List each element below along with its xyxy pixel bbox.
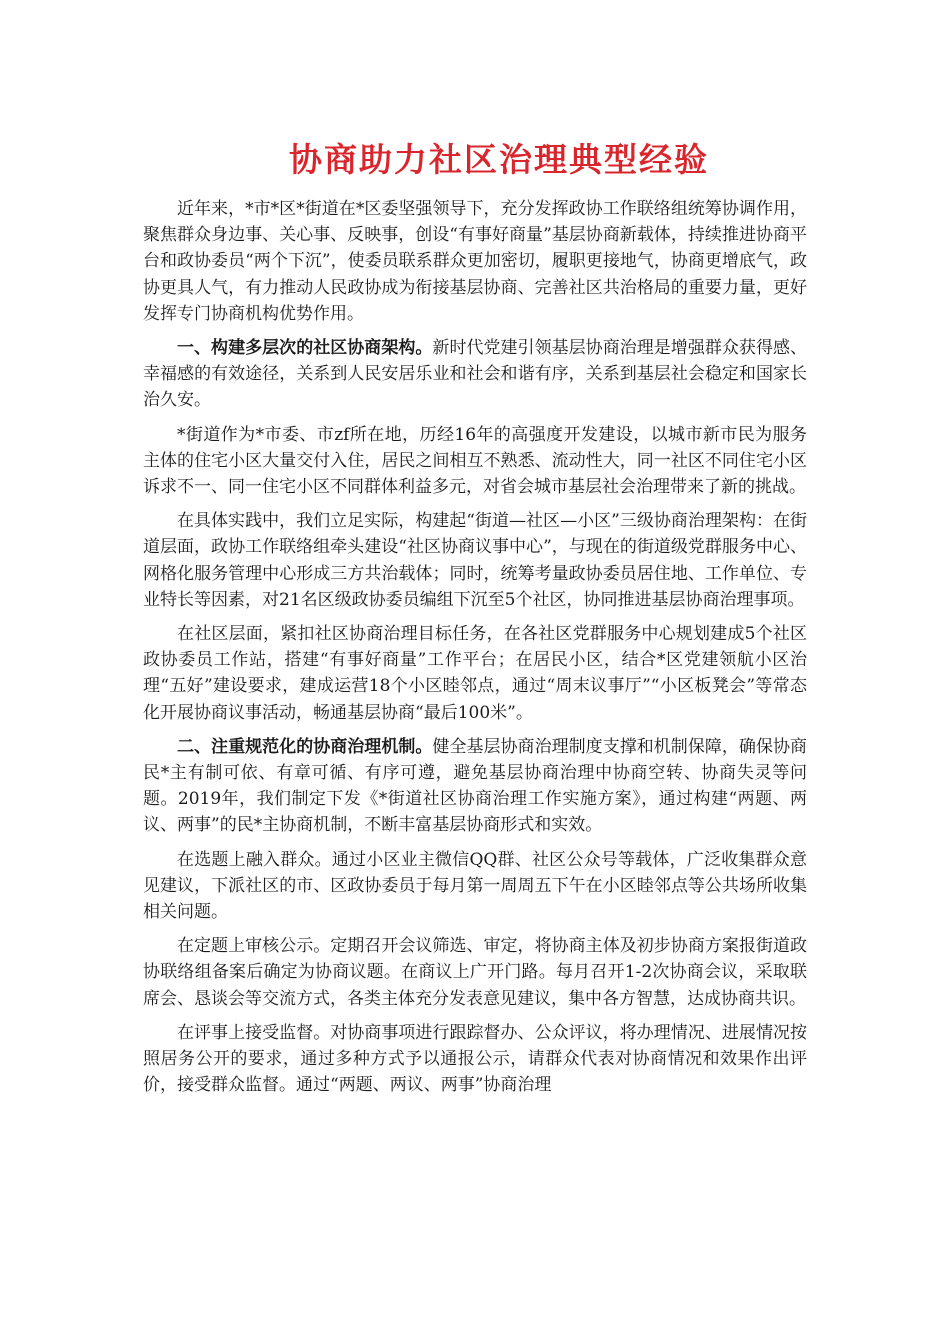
- paragraph-topic-selection: [143, 847, 807, 926]
- paragraph-text: 在选题上融入群众。通过小区业主微信QQ群、社区公众号等载体，广泛收集群众意见建议，下派社区的市、区政协委员于每月第一周周五下午在小区睦邻点等公共场所收集相关问题。: [143, 849, 807, 923]
- paragraph-text: 健全基层协商治理制度支撑和机制保障，确保协商民*主有制可依、有章可循、有序可遵，避免基层协商治理中协商空转、协商失灵等问题。2019年，我们制定下发《*街道社区协商治理工作实施方案》，通过构建“两题、两议、两事”的民*主协商机制，不断丰富基层协商形式和实效。: [143, 736, 808, 836]
- paragraph-community-level: [143, 621, 807, 726]
- document-page: [143, 138, 807, 1107]
- paragraph-supervision: [143, 1020, 807, 1099]
- paragraph-background: [143, 422, 807, 501]
- paragraph-text: *街道作为*市委、市zf所在地，历经16年的高强度开发建设，以城市新市民为服务主体的住宅小区大量交付入住，居民之间相互不熟悉、流动性大，同一社区不同住宅小区诉求不一、同一住宅小区不同群体利益多元，对省会城市基层社会治理带来了新的挑战。: [143, 424, 807, 498]
- paragraph-text: 在社区层面，紧扣社区协商治理目标任务，在各社区党群服务中心规划建成5个社区政协委员工作站，搭建“有事好商量”工作平台；在居民小区，结合*区党建领航小区治理“五好”建设要求，建成运营18个小区睦邻点，通过“周末议事厅”“小区板凳会”等常态化开展协商议事活动，畅通基层协商“最后100米”。: [143, 624, 807, 723]
- document-title: 协商助力社区治理典型经验: [289, 140, 709, 179]
- paragraph-text: 在定题上审核公示。定期召开会议筛选、审定，将协商主体及初步协商方案报街道政协联络组备案后确定为协商议题。在商议上广开门路。每月召开1-2次协商会议，采取联席会、恳谈会等交流方式，各类主体充分发表意见建议，集中各方智慧，达成协商共识。: [143, 936, 807, 1009]
- paragraph-topic-review: [143, 933, 807, 1012]
- paragraph-text: 近年来，*市*区*街道在*区委坚强领导下，充分发挥政协工作联络组统筹协调作用，聚焦群众身边事、关心事、反映事，创设“有事好商量”基层协商新载体，持续推进协商平台和政协委员“两个下沉”，使委员联系群众更加密切，履职更接地气，协商更增底气，政协更具人气，有力推动人民政协成为衔接基层协商、完善社区共治格局的重要力量，更好发挥专门协商机构优势作用。: [143, 199, 807, 324]
- paragraph-text: 新时代党建引领基层协商治理是增强群众获得感、幸福感的有效途径，关系到人民安居乐业和社会和谐有序，关系到基层社会稳定和国家长治久安。: [143, 338, 808, 411]
- paragraph-text: 在具体实践中，我们立足实际，构建起“街道—社区—小区”三级协商治理架构：在街道层面，政协工作联络组牵头建设“社区协商议事中心”，与现在的街道级党群服务中心、网格化服务管理中心形成三方共治载体；同时，统筹考量政协委员居住地、工作单位、专业特长等因素，对21名区级政协委员编组下沉至5个社区，协同推进基层协商治理事项。: [143, 511, 807, 610]
- paragraph-text: 在评事上接受监督。对协商事项进行跟踪督办、公众评议，将办理情况、进展情况按照居务公开的要求，通过多种方式予以通报公示，请群众代表对协商情况和效果作出评价，接受群众监督。通过“两题、两议、两事”协商治理: [143, 1022, 807, 1096]
- paragraph-intro: [143, 196, 807, 327]
- paragraph-section-two: [143, 734, 807, 839]
- paragraph-section-one: [143, 335, 807, 414]
- paragraph-practice: [143, 508, 807, 613]
- section-heading: 二、注重规范化的协商治理机制。: [177, 736, 433, 757]
- section-heading: 一、构建多层次的社区协商架构。: [177, 338, 433, 359]
